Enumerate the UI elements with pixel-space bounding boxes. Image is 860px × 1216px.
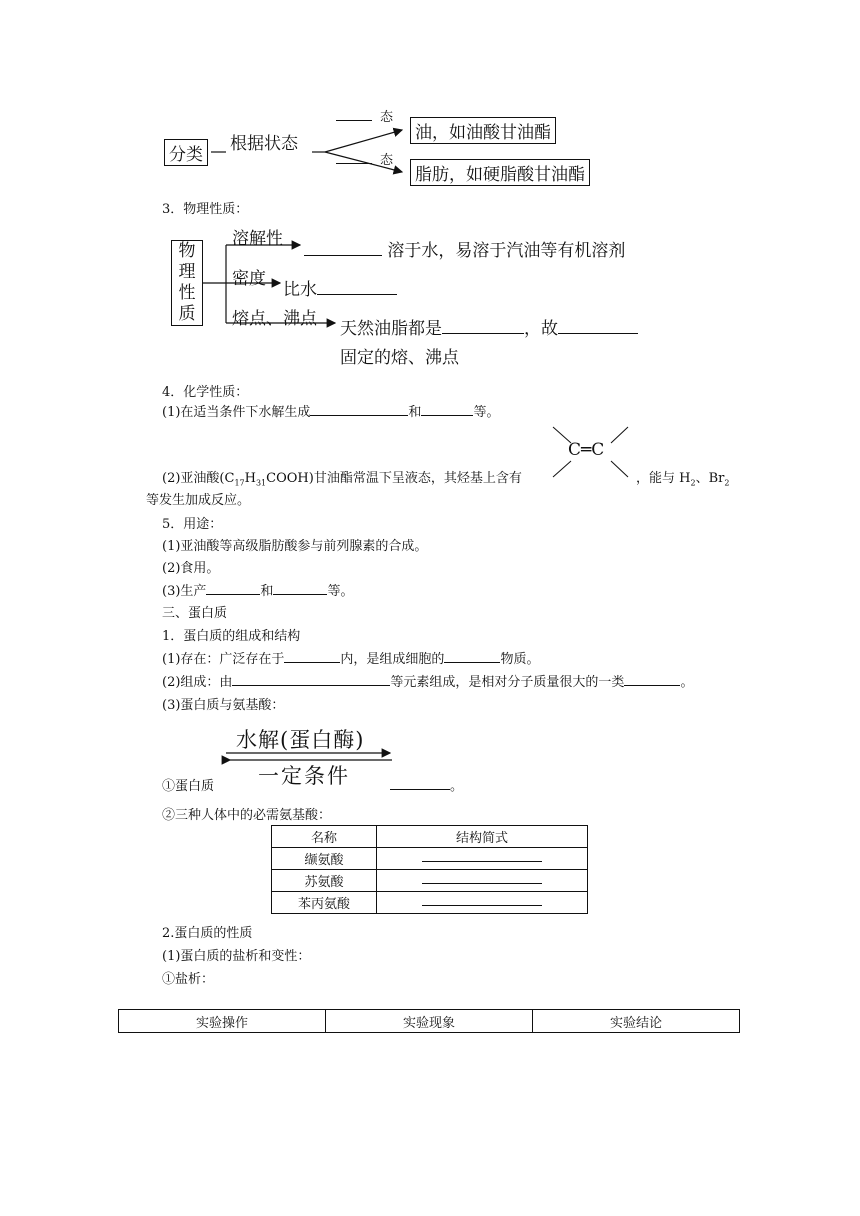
arrow-bottom-label: 一定条件	[258, 764, 350, 788]
table-header-structure: 结构简式	[377, 826, 588, 848]
classify-box: 分类	[164, 139, 208, 166]
protein-sub1: 1．蛋白质的组成和结构	[162, 629, 301, 644]
hydrolysis-product: 。	[390, 775, 463, 794]
amino-name: 苏氨酸	[272, 870, 377, 892]
chemical-item1: (1)在适当条件下水解生成 和 等。	[162, 405, 500, 420]
structure-blank	[377, 848, 588, 870]
amino-name: 苯丙氨酸	[272, 892, 377, 914]
salt-sub: ①盐析：	[162, 972, 215, 987]
mp-text-line2: 固定的熔、沸点	[340, 348, 459, 368]
amino-acid-table	[271, 825, 588, 914]
physical-heading: 3．物理性质：	[162, 202, 249, 217]
alkene-structure: C═C	[568, 440, 605, 460]
amino-heading: (3)蛋白质与氨基酸：	[162, 698, 285, 713]
chemical-item2: (2)亚油酸$(C_{17}H_{31}COOH)$甘油酯常温下呈液态，其烃基上含有	[162, 471, 522, 488]
solid-state-line: 态	[336, 149, 393, 168]
table-row	[272, 848, 588, 870]
protein-sub2: 2.蛋白质的性质	[162, 926, 253, 941]
protein-comp: (2)组成：由 等元素组成，是相对分子质量很大的一类 。	[162, 675, 694, 690]
header-conclusion: 实验结论	[533, 1010, 740, 1033]
liquid-state-line: 态	[336, 106, 393, 125]
protein-hydrolysis: ①蛋白质	[162, 779, 215, 794]
chemical-item2-line2: 等发生加成反应。	[146, 493, 251, 508]
density-text: 比水	[283, 275, 397, 300]
density-label: 密度	[232, 269, 266, 289]
structure-blank	[377, 870, 588, 892]
arrow-top-label: 水解(蛋白酶)	[236, 728, 365, 752]
mp-label: 熔点、沸点	[232, 309, 317, 329]
solubility-label: 溶解性	[232, 229, 283, 249]
uses-item2: (2)食用。	[162, 561, 220, 576]
amino-list-heading: ②三种人体中的必需氨基酸：	[162, 808, 332, 823]
header-phenomenon: 实验现象	[326, 1010, 533, 1033]
protein-heading: 三、蛋白质	[162, 606, 228, 621]
chemical-heading: 4．化学性质：	[162, 385, 249, 400]
uses-item3: (3)生产 和 等。	[162, 584, 354, 599]
structure-blank	[377, 892, 588, 914]
uses-heading: 5．用途：	[162, 517, 223, 532]
chemical-item2-tail: ，能与 $H_2$、$Br_2$	[636, 471, 730, 488]
salt-heading: (1)蛋白质的盐析和变性：	[162, 949, 311, 964]
mp-text: 天然油脂都是 ，故	[340, 314, 638, 339]
protein-exist: (1)存在：广泛存在于 内，是组成细胞的 物质。	[162, 652, 540, 667]
physical-box: 物 理 性 质	[171, 240, 203, 326]
experiment-table	[118, 1009, 740, 1033]
table-header-name: 名称	[272, 826, 377, 848]
table-row	[272, 870, 588, 892]
solubility-text: 溶于水，易溶于汽油等有机溶剂	[304, 236, 625, 261]
header-operation: 实验操作	[119, 1010, 326, 1033]
fat-box: 脂肪，如硬脂酸甘油酯	[410, 159, 590, 186]
table-header-row	[272, 826, 588, 848]
table-row	[272, 892, 588, 914]
table-header-row	[119, 1010, 740, 1033]
amino-name: 缬氨酸	[272, 848, 377, 870]
uses-item1: (1)亚油酸等高级脂肪酸参与前列腺素的合成。	[162, 539, 428, 554]
classify-basis: 根据状态	[230, 134, 298, 154]
oil-box: 油，如油酸甘油酯	[410, 117, 556, 144]
